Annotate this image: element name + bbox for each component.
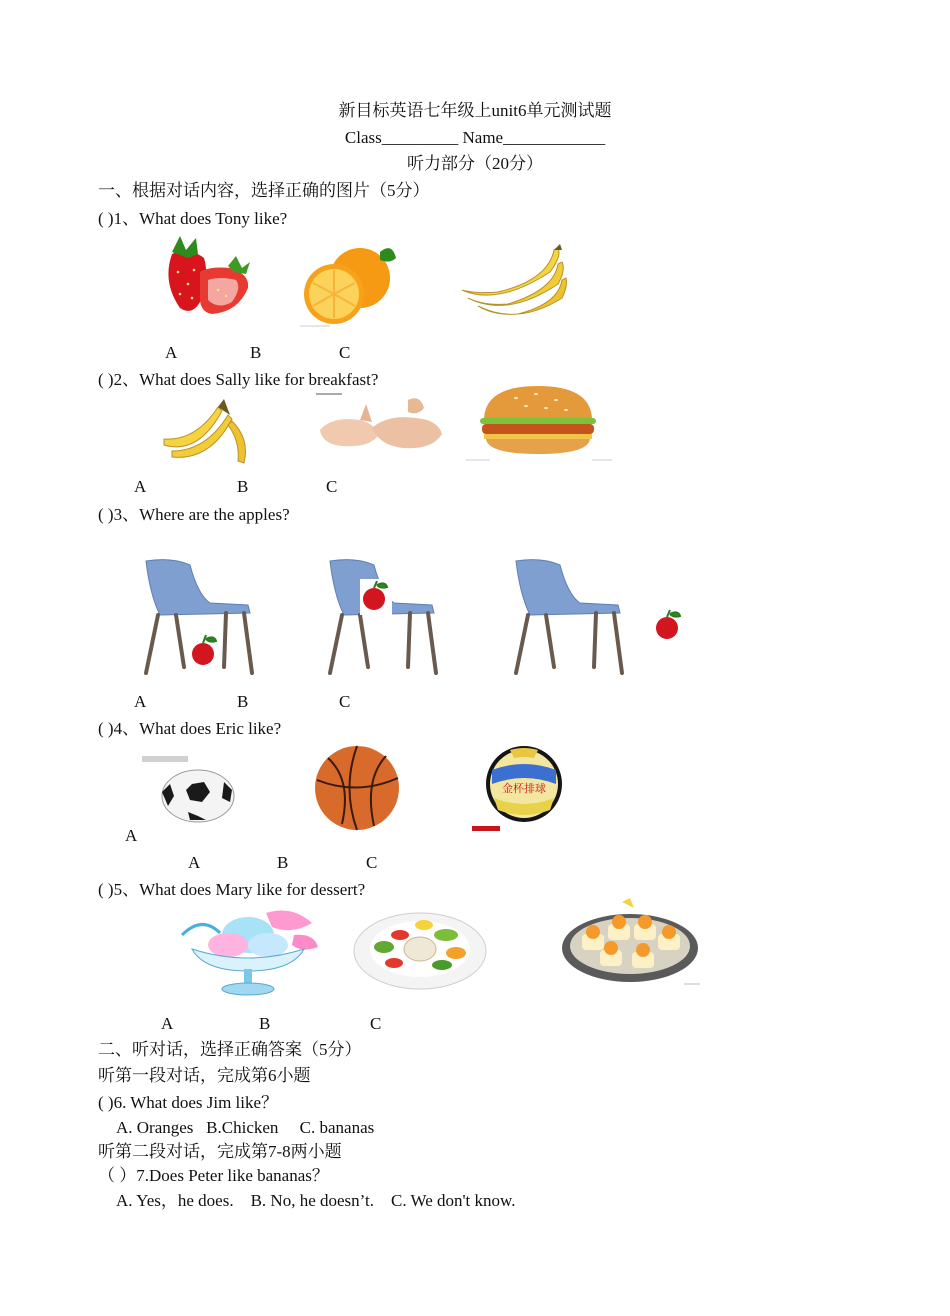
q1-option-a-label: A [165,343,178,362]
cupcakes-plate-image [560,896,702,988]
dialog-2-instruction: 听第二段对话，完成第7-8两小题 [98,1142,342,1161]
strawberry-image [158,232,258,318]
question-5: ( )5、What does Mary like for dessert? [98,880,366,899]
question-7: （ ）7.Does Peter like bananas？ [98,1166,329,1185]
section-title: 听力部分（20分） [407,154,543,173]
chicken-image [312,390,452,460]
volleyball-brand-text: 金杯排球 [502,782,546,795]
hamburger-image [466,382,616,462]
orange-image [300,238,400,328]
volleyball-image [470,740,582,836]
part2-heading: 二、听对话，选择正确答案（5分） [98,1040,362,1059]
question-6-options: A. Oranges B.Chicken C. bananas [116,1118,375,1137]
class-name-line: Class_________ Name____________ [344,128,606,147]
banana-image [458,244,570,324]
dialog-1-instruction: 听第一段对话，完成第6小题 [98,1066,311,1085]
q4-option-a-label: A [188,853,201,872]
basketball-image [312,740,402,836]
part1-heading: 一、根据对话内容，选择正确的图片（5分） [98,181,430,200]
chair-with-apple-on-image [292,555,462,685]
q4-option-b-label: B [277,853,289,872]
question-2: ( )2、What does Sally like for breakfast? [98,370,379,389]
q2-option-c-label: C [326,477,338,496]
q3-option-b-label: B [237,692,249,711]
q4-option-c-label: C [366,853,378,872]
chair-with-apple-under-image [98,555,278,685]
q1-option-c-label: C [339,343,351,362]
q1-option-b-label: B [250,343,262,362]
ice-cream-sundae-image [172,905,324,997]
page-title: 新目标英语七年级上unit6单元测试题 [338,101,612,120]
banana-image [158,395,254,467]
question-4: ( )4、What does Eric like? [98,719,282,738]
question-6: ( )6. What does Jim like？ [98,1093,279,1112]
q5-option-a-label: A [161,1014,174,1033]
soccer-ball-image [140,754,240,826]
question-1: ( )1、What does Tony like? [98,209,288,228]
q5-option-b-label: B [259,1014,271,1033]
chair-with-apple-beside-image [478,555,690,685]
question-7-options: A. Yes，he does. B. No, he doesn’t. C. We don't know. [116,1191,516,1210]
q5-option-c-label: C [370,1014,382,1033]
question-3: ( )3、Where are the apples? [98,505,290,524]
q4-stray-label: A [125,826,138,845]
q2-option-b-label: B [237,477,249,496]
salad-plate-image [350,905,492,993]
q2-option-a-label: A [134,477,147,496]
q3-option-c-label: C [339,692,351,711]
q3-option-a-label: A [134,692,147,711]
